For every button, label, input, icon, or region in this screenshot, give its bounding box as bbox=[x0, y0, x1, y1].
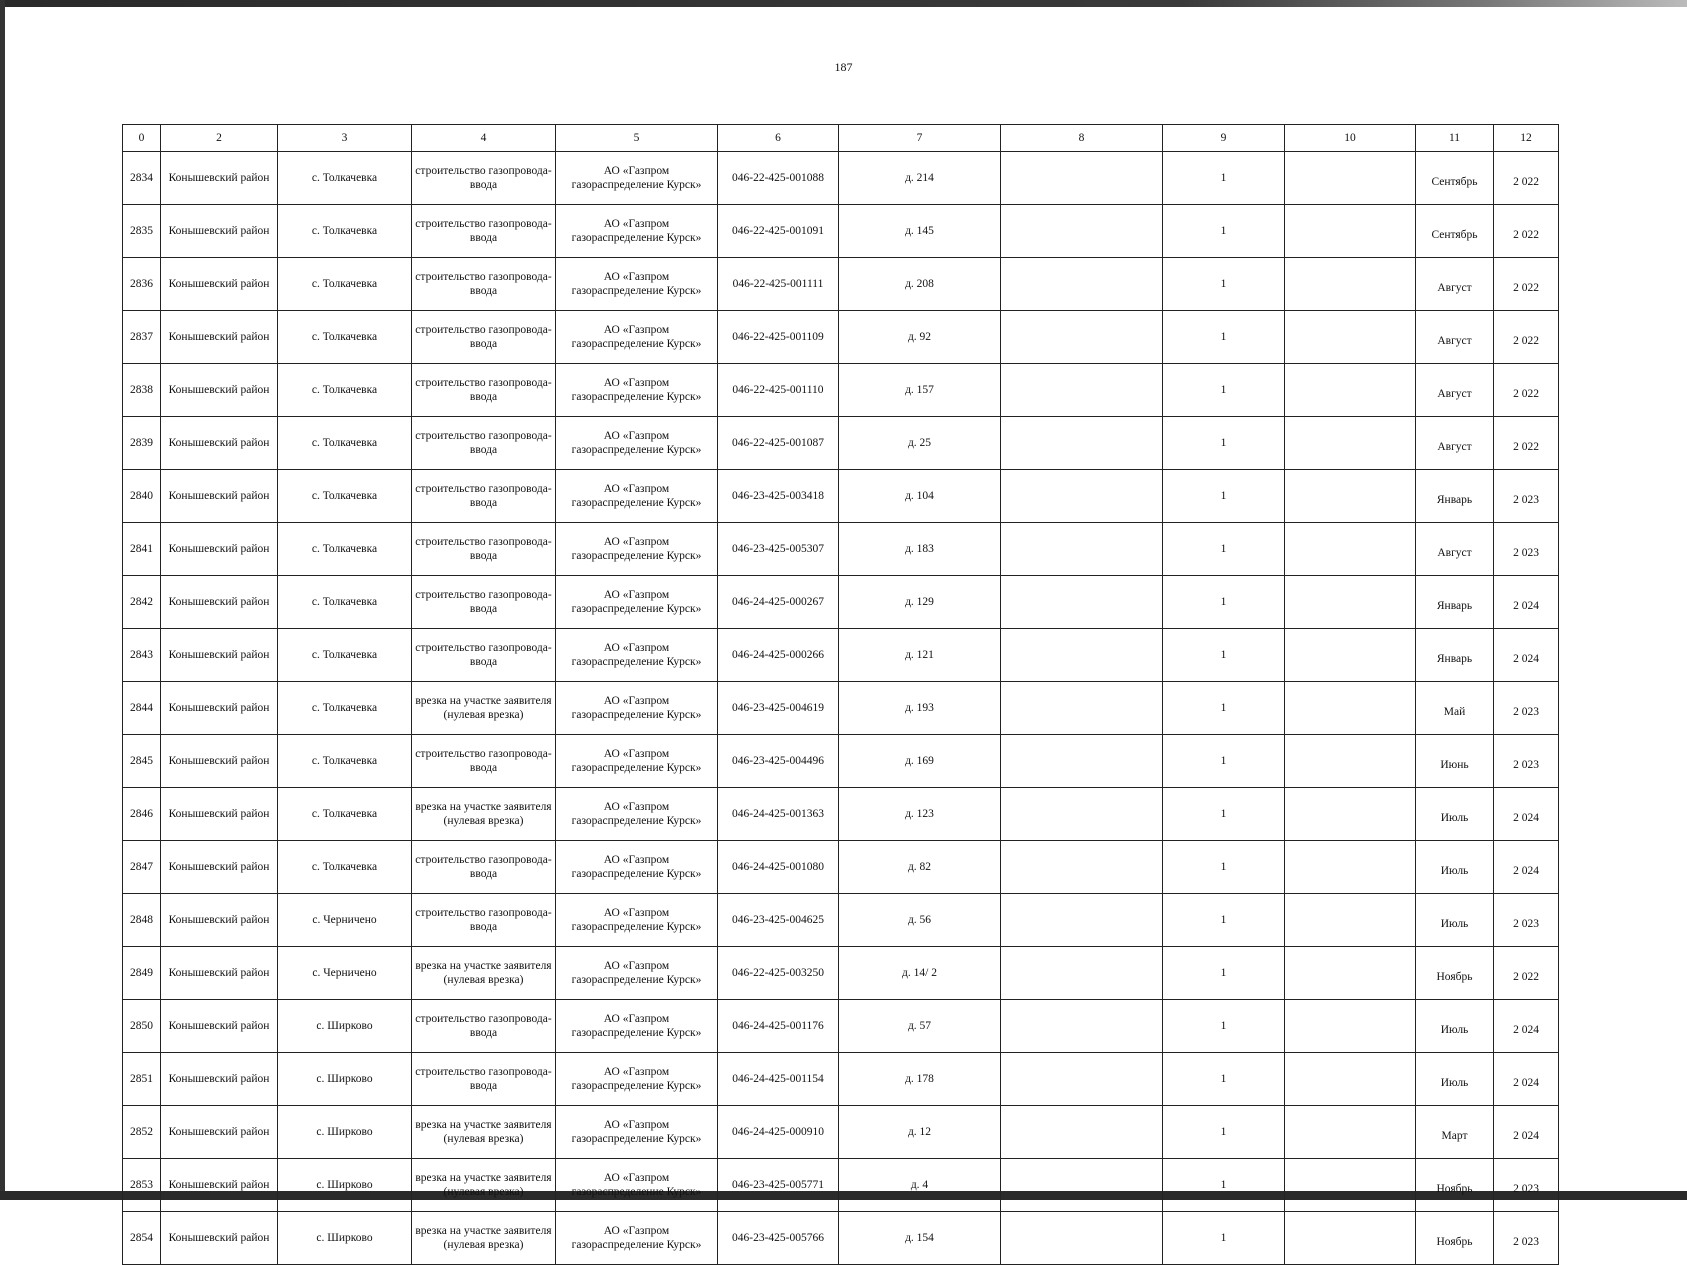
quantity-cell: 1 bbox=[1163, 311, 1285, 364]
col-header: 10 bbox=[1285, 125, 1416, 152]
row-number: 2851 bbox=[123, 1053, 161, 1106]
work-type-cell: врезка на участке заявителя (нулевая врезка) bbox=[412, 682, 556, 735]
row-number: 2838 bbox=[123, 364, 161, 417]
column-8-cell bbox=[1001, 205, 1163, 258]
work-type-cell: строительство газопровода-ввода bbox=[412, 364, 556, 417]
column-8-cell bbox=[1001, 788, 1163, 841]
house-cell: д. 56 bbox=[839, 894, 1001, 947]
organization-cell: АО «Газпром газораспределение Курск» bbox=[556, 523, 718, 576]
column-10-cell bbox=[1285, 205, 1416, 258]
row-number: 2854 bbox=[123, 1212, 161, 1265]
quantity-cell: 1 bbox=[1163, 1053, 1285, 1106]
house-cell: д. 82 bbox=[839, 841, 1001, 894]
month-cell: Июль bbox=[1416, 894, 1494, 947]
month-cell: Январь bbox=[1416, 629, 1494, 682]
col-header: 4 bbox=[412, 125, 556, 152]
house-cell: д. 145 bbox=[839, 205, 1001, 258]
work-type-cell: строительство газопровода-ввода bbox=[412, 1053, 556, 1106]
district-cell: Конышевский район bbox=[161, 470, 278, 523]
row-number: 2849 bbox=[123, 947, 161, 1000]
row-number: 2835 bbox=[123, 205, 161, 258]
month-cell: Август bbox=[1416, 258, 1494, 311]
code-cell: 046-22-425-001111 bbox=[718, 258, 839, 311]
code-cell: 046-22-425-001087 bbox=[718, 417, 839, 470]
code-cell: 046-24-425-001080 bbox=[718, 841, 839, 894]
house-cell: д. 193 bbox=[839, 682, 1001, 735]
year-cell: 2 023 bbox=[1494, 682, 1559, 735]
organization-cell: АО «Газпром газораспределение Курск» bbox=[556, 788, 718, 841]
organization-cell: АО «Газпром газораспределение Курск» bbox=[556, 417, 718, 470]
month-cell: Август bbox=[1416, 364, 1494, 417]
month-cell: Сентябрь bbox=[1416, 205, 1494, 258]
code-cell: 046-23-425-004619 bbox=[718, 682, 839, 735]
house-cell: д. 123 bbox=[839, 788, 1001, 841]
row-number: 2847 bbox=[123, 841, 161, 894]
district-cell: Конышевский район bbox=[161, 364, 278, 417]
month-cell: Август bbox=[1416, 417, 1494, 470]
organization-cell: АО «Газпром газораспределение Курск» bbox=[556, 311, 718, 364]
house-cell: д. 129 bbox=[839, 576, 1001, 629]
year-cell: 2 022 bbox=[1494, 311, 1559, 364]
organization-cell: АО «Газпром газораспределение Курск» bbox=[556, 1053, 718, 1106]
column-8-cell bbox=[1001, 1159, 1163, 1212]
header-row bbox=[123, 125, 1559, 152]
locality-cell: с. Толкачевка bbox=[278, 470, 412, 523]
col-header: 2 bbox=[161, 125, 278, 152]
row-number: 2839 bbox=[123, 417, 161, 470]
code-cell: 046-24-425-000910 bbox=[718, 1106, 839, 1159]
col-header: 7 bbox=[839, 125, 1001, 152]
row-number: 2842 bbox=[123, 576, 161, 629]
row-number: 2836 bbox=[123, 258, 161, 311]
page-number: 187 bbox=[834, 60, 853, 74]
district-cell: Конышевский район bbox=[161, 894, 278, 947]
code-cell: 046-23-425-005307 bbox=[718, 523, 839, 576]
year-cell: 2 022 bbox=[1494, 205, 1559, 258]
quantity-cell: 1 bbox=[1163, 841, 1285, 894]
district-cell: Конышевский район bbox=[161, 258, 278, 311]
year-cell: 2 023 bbox=[1494, 523, 1559, 576]
locality-cell: с. Толкачевка bbox=[278, 258, 412, 311]
locality-cell: с. Толкачевка bbox=[278, 629, 412, 682]
row-number: 2837 bbox=[123, 311, 161, 364]
work-type-cell: врезка на участке заявителя (нулевая врезка) bbox=[412, 1212, 556, 1265]
month-cell: Июль bbox=[1416, 841, 1494, 894]
organization-cell: АО «Газпром газораспределение Курск» bbox=[556, 258, 718, 311]
house-cell: д. 12 bbox=[839, 1106, 1001, 1159]
organization-cell: АО «Газпром газораспределение Курск» bbox=[556, 947, 718, 1000]
locality-cell: с. Толкачевка bbox=[278, 523, 412, 576]
locality-cell: с. Толкачевка bbox=[278, 735, 412, 788]
column-10-cell bbox=[1285, 682, 1416, 735]
locality-cell: с. Ширково bbox=[278, 1212, 412, 1265]
locality-cell: с. Ширково bbox=[278, 1159, 412, 1212]
column-8-cell bbox=[1001, 258, 1163, 311]
table-row bbox=[123, 1159, 1559, 1212]
district-cell: Конышевский район bbox=[161, 1053, 278, 1106]
locality-cell: с. Толкачевка bbox=[278, 311, 412, 364]
quantity-cell: 1 bbox=[1163, 629, 1285, 682]
house-cell: д. 57 bbox=[839, 1000, 1001, 1053]
work-type-cell: врезка на участке заявителя (нулевая врезка) bbox=[412, 788, 556, 841]
organization-cell: АО «Газпром газораспределение Курск» bbox=[556, 1212, 718, 1265]
year-cell: 2 022 bbox=[1494, 258, 1559, 311]
code-cell: 046-24-425-000267 bbox=[718, 576, 839, 629]
table-row bbox=[123, 258, 1559, 311]
month-cell: Ноябрь bbox=[1416, 1212, 1494, 1265]
year-cell: 2 023 bbox=[1494, 1212, 1559, 1265]
column-10-cell bbox=[1285, 470, 1416, 523]
year-cell: 2 024 bbox=[1494, 1106, 1559, 1159]
locality-cell: с. Ширково bbox=[278, 1106, 412, 1159]
column-10-cell bbox=[1285, 1053, 1416, 1106]
organization-cell: АО «Газпром газораспределение Курск» bbox=[556, 629, 718, 682]
table-row bbox=[123, 841, 1559, 894]
quantity-cell: 1 bbox=[1163, 364, 1285, 417]
column-8-cell bbox=[1001, 629, 1163, 682]
col-header: 5 bbox=[556, 125, 718, 152]
row-number: 2852 bbox=[123, 1106, 161, 1159]
table-row bbox=[123, 470, 1559, 523]
row-number: 2843 bbox=[123, 629, 161, 682]
work-type-cell: строительство газопровода-ввода bbox=[412, 311, 556, 364]
table-row bbox=[123, 152, 1559, 205]
quantity-cell: 1 bbox=[1163, 417, 1285, 470]
year-cell: 2 024 bbox=[1494, 788, 1559, 841]
column-8-cell bbox=[1001, 1000, 1163, 1053]
column-8-cell bbox=[1001, 417, 1163, 470]
column-8-cell bbox=[1001, 1106, 1163, 1159]
code-cell: 046-22-425-001088 bbox=[718, 152, 839, 205]
column-8-cell bbox=[1001, 894, 1163, 947]
organization-cell: АО «Газпром газораспределение Курск» bbox=[556, 205, 718, 258]
month-cell: Август bbox=[1416, 311, 1494, 364]
quantity-cell: 1 bbox=[1163, 576, 1285, 629]
column-8-cell bbox=[1001, 311, 1163, 364]
row-number: 2841 bbox=[123, 523, 161, 576]
column-8-cell bbox=[1001, 1212, 1163, 1265]
work-type-cell: строительство газопровода-ввода bbox=[412, 258, 556, 311]
table-row bbox=[123, 735, 1559, 788]
work-type-cell: врезка на участке заявителя (нулевая врезка) bbox=[412, 947, 556, 1000]
work-type-cell: строительство газопровода-ввода bbox=[412, 152, 556, 205]
year-cell: 2 024 bbox=[1494, 1053, 1559, 1106]
code-cell: 046-24-425-001176 bbox=[718, 1000, 839, 1053]
district-cell: Конышевский район bbox=[161, 1000, 278, 1053]
quantity-cell: 1 bbox=[1163, 258, 1285, 311]
year-cell: 2 022 bbox=[1494, 152, 1559, 205]
column-10-cell bbox=[1285, 1106, 1416, 1159]
year-cell: 2 024 bbox=[1494, 576, 1559, 629]
code-cell: 046-23-425-004625 bbox=[718, 894, 839, 947]
locality-cell: с. Толкачевка bbox=[278, 205, 412, 258]
quantity-cell: 1 bbox=[1163, 947, 1285, 1000]
column-10-cell bbox=[1285, 947, 1416, 1000]
column-10-cell bbox=[1285, 1000, 1416, 1053]
quantity-cell: 1 bbox=[1163, 894, 1285, 947]
year-cell: 2 023 bbox=[1494, 1159, 1559, 1212]
code-cell: 046-22-425-001109 bbox=[718, 311, 839, 364]
code-cell: 046-24-425-001363 bbox=[718, 788, 839, 841]
column-8-cell bbox=[1001, 947, 1163, 1000]
district-cell: Конышевский район bbox=[161, 1106, 278, 1159]
district-cell: Конышевский район bbox=[161, 576, 278, 629]
row-number: 2853 bbox=[123, 1159, 161, 1212]
col-header: 6 bbox=[718, 125, 839, 152]
col-header: 9 bbox=[1163, 125, 1285, 152]
column-10-cell bbox=[1285, 1212, 1416, 1265]
quantity-cell: 1 bbox=[1163, 682, 1285, 735]
year-cell: 2 024 bbox=[1494, 841, 1559, 894]
scan-border-top bbox=[0, 0, 1687, 7]
organization-cell: АО «Газпром газораспределение Курск» bbox=[556, 576, 718, 629]
work-type-cell: строительство газопровода-ввода bbox=[412, 576, 556, 629]
district-cell: Конышевский район bbox=[161, 735, 278, 788]
column-8-cell bbox=[1001, 735, 1163, 788]
column-10-cell bbox=[1285, 735, 1416, 788]
column-10-cell bbox=[1285, 364, 1416, 417]
house-cell: д. 92 bbox=[839, 311, 1001, 364]
code-cell: 046-22-425-001110 bbox=[718, 364, 839, 417]
district-cell: Конышевский район bbox=[161, 629, 278, 682]
row-number: 2846 bbox=[123, 788, 161, 841]
locality-cell: с. Толкачевка bbox=[278, 364, 412, 417]
house-cell: д. 154 bbox=[839, 1212, 1001, 1265]
column-8-cell bbox=[1001, 470, 1163, 523]
col-header: 3 bbox=[278, 125, 412, 152]
code-cell: 046-22-425-001091 bbox=[718, 205, 839, 258]
locality-cell: с. Черничено bbox=[278, 894, 412, 947]
column-10-cell bbox=[1285, 788, 1416, 841]
row-number: 2840 bbox=[123, 470, 161, 523]
district-cell: Конышевский район bbox=[161, 205, 278, 258]
district-cell: Конышевский район bbox=[161, 682, 278, 735]
organization-cell: АО «Газпром газораспределение Курск» bbox=[556, 364, 718, 417]
quantity-cell: 1 bbox=[1163, 1212, 1285, 1265]
quantity-cell: 1 bbox=[1163, 788, 1285, 841]
month-cell: Май bbox=[1416, 682, 1494, 735]
code-cell: 046-24-425-001154 bbox=[718, 1053, 839, 1106]
quantity-cell: 1 bbox=[1163, 1106, 1285, 1159]
row-number: 2845 bbox=[123, 735, 161, 788]
year-cell: 2 023 bbox=[1494, 735, 1559, 788]
month-cell: Июль bbox=[1416, 1053, 1494, 1106]
month-cell: Июнь bbox=[1416, 735, 1494, 788]
col-header: 11 bbox=[1416, 125, 1494, 152]
month-cell: Март bbox=[1416, 1106, 1494, 1159]
work-type-cell: строительство газопровода-ввода bbox=[412, 470, 556, 523]
district-cell: Конышевский район bbox=[161, 523, 278, 576]
house-cell: д. 169 bbox=[839, 735, 1001, 788]
column-10-cell bbox=[1285, 894, 1416, 947]
year-cell: 2 022 bbox=[1494, 417, 1559, 470]
column-8-cell bbox=[1001, 576, 1163, 629]
table-row bbox=[123, 576, 1559, 629]
organization-cell: АО «Газпром газораспределение Курск» bbox=[556, 841, 718, 894]
district-cell: Конышевский район bbox=[161, 841, 278, 894]
work-type-cell: строительство газопровода-ввода bbox=[412, 841, 556, 894]
column-10-cell bbox=[1285, 311, 1416, 364]
locality-cell: с. Толкачевка bbox=[278, 417, 412, 470]
col-header: 8 bbox=[1001, 125, 1163, 152]
table-row bbox=[123, 205, 1559, 258]
house-cell: д. 183 bbox=[839, 523, 1001, 576]
organization-cell: АО «Газпром газораспределение Курск» bbox=[556, 735, 718, 788]
work-type-cell: строительство газопровода-ввода bbox=[412, 205, 556, 258]
house-cell: д. 4 bbox=[839, 1159, 1001, 1212]
work-type-cell: строительство газопровода-ввода bbox=[412, 735, 556, 788]
year-cell: 2 023 bbox=[1494, 470, 1559, 523]
table-row bbox=[123, 894, 1559, 947]
house-cell: д. 214 bbox=[839, 152, 1001, 205]
column-10-cell bbox=[1285, 258, 1416, 311]
year-cell: 2 022 bbox=[1494, 364, 1559, 417]
column-8-cell bbox=[1001, 841, 1163, 894]
house-cell: д. 25 bbox=[839, 417, 1001, 470]
month-cell: Ноябрь bbox=[1416, 947, 1494, 1000]
quantity-cell: 1 bbox=[1163, 1159, 1285, 1212]
district-cell: Конышевский район bbox=[161, 311, 278, 364]
table-row bbox=[123, 682, 1559, 735]
work-type-cell: строительство газопровода-ввода bbox=[412, 1000, 556, 1053]
code-cell: 046-22-425-003250 bbox=[718, 947, 839, 1000]
locality-cell: с. Толкачевка bbox=[278, 841, 412, 894]
house-cell: д. 14/ 2 bbox=[839, 947, 1001, 1000]
district-cell: Конышевский район bbox=[161, 1212, 278, 1265]
table-row bbox=[123, 1106, 1559, 1159]
organization-cell: АО «Газпром газораспределение Курск» bbox=[556, 470, 718, 523]
year-cell: 2 024 bbox=[1494, 1000, 1559, 1053]
locality-cell: с. Ширково bbox=[278, 1053, 412, 1106]
month-cell: Январь bbox=[1416, 576, 1494, 629]
column-8-cell bbox=[1001, 364, 1163, 417]
quantity-cell: 1 bbox=[1163, 470, 1285, 523]
data-table bbox=[122, 124, 1559, 1265]
district-cell: Конышевский район bbox=[161, 417, 278, 470]
column-8-cell bbox=[1001, 1053, 1163, 1106]
code-cell: 046-23-425-003418 bbox=[718, 470, 839, 523]
month-cell: Август bbox=[1416, 523, 1494, 576]
work-type-cell: строительство газопровода-ввода bbox=[412, 523, 556, 576]
month-cell: Сентябрь bbox=[1416, 152, 1494, 205]
work-type-cell: строительство газопровода-ввода bbox=[412, 894, 556, 947]
column-10-cell bbox=[1285, 152, 1416, 205]
house-cell: д. 121 bbox=[839, 629, 1001, 682]
work-type-cell: врезка на участке заявителя (нулевая врезка) bbox=[412, 1159, 556, 1212]
locality-cell: с. Ширково bbox=[278, 1000, 412, 1053]
month-cell: Июль bbox=[1416, 788, 1494, 841]
table-body bbox=[123, 152, 1559, 1265]
work-type-cell: строительство газопровода-ввода bbox=[412, 629, 556, 682]
house-cell: д. 157 bbox=[839, 364, 1001, 417]
table-row bbox=[123, 523, 1559, 576]
row-number: 2850 bbox=[123, 1000, 161, 1053]
locality-cell: с. Толкачевка bbox=[278, 788, 412, 841]
month-cell: Июль bbox=[1416, 1000, 1494, 1053]
col-header: 12 bbox=[1494, 125, 1559, 152]
code-cell: 046-23-425-005766 bbox=[718, 1212, 839, 1265]
column-8-cell bbox=[1001, 152, 1163, 205]
col-header: 0 bbox=[123, 125, 161, 152]
locality-cell: с. Черничено bbox=[278, 947, 412, 1000]
month-cell: Ноябрь bbox=[1416, 1159, 1494, 1212]
organization-cell: АО «Газпром газораспределение Курск» bbox=[556, 152, 718, 205]
table-row bbox=[123, 1212, 1559, 1265]
district-cell: Конышевский район bbox=[161, 152, 278, 205]
column-8-cell bbox=[1001, 523, 1163, 576]
organization-cell: АО «Газпром газораспределение Курск» bbox=[556, 1000, 718, 1053]
column-10-cell bbox=[1285, 841, 1416, 894]
district-cell: Конышевский район bbox=[161, 1159, 278, 1212]
column-10-cell bbox=[1285, 576, 1416, 629]
table-row bbox=[123, 1053, 1559, 1106]
row-number: 2844 bbox=[123, 682, 161, 735]
quantity-cell: 1 bbox=[1163, 523, 1285, 576]
table-row bbox=[123, 629, 1559, 682]
organization-cell: АО «Газпром газораспределение Курск» bbox=[556, 1159, 718, 1212]
column-10-cell bbox=[1285, 1159, 1416, 1212]
locality-cell: с. Толкачевка bbox=[278, 682, 412, 735]
scan-border-left bbox=[0, 0, 5, 1200]
organization-cell: АО «Газпром газораспределение Курск» bbox=[556, 682, 718, 735]
locality-cell: с. Толкачевка bbox=[278, 576, 412, 629]
column-10-cell bbox=[1285, 417, 1416, 470]
table-row bbox=[123, 311, 1559, 364]
quantity-cell: 1 bbox=[1163, 152, 1285, 205]
house-cell: д. 104 bbox=[839, 470, 1001, 523]
table-row bbox=[123, 364, 1559, 417]
code-cell: 046-23-425-005771 bbox=[718, 1159, 839, 1212]
district-cell: Конышевский район bbox=[161, 947, 278, 1000]
code-cell: 046-23-425-004496 bbox=[718, 735, 839, 788]
work-type-cell: врезка на участке заявителя (нулевая врезка) bbox=[412, 1106, 556, 1159]
quantity-cell: 1 bbox=[1163, 1000, 1285, 1053]
row-number: 2834 bbox=[123, 152, 161, 205]
table-row bbox=[123, 788, 1559, 841]
year-cell: 2 022 bbox=[1494, 947, 1559, 1000]
locality-cell: с. Толкачевка bbox=[278, 152, 412, 205]
column-10-cell bbox=[1285, 523, 1416, 576]
month-cell: Январь bbox=[1416, 470, 1494, 523]
row-number: 2848 bbox=[123, 894, 161, 947]
column-10-cell bbox=[1285, 629, 1416, 682]
organization-cell: АО «Газпром газораспределение Курск» bbox=[556, 894, 718, 947]
code-cell: 046-24-425-000266 bbox=[718, 629, 839, 682]
quantity-cell: 1 bbox=[1163, 735, 1285, 788]
organization-cell: АО «Газпром газораспределение Курск» bbox=[556, 1106, 718, 1159]
work-type-cell: строительство газопровода-ввода bbox=[412, 417, 556, 470]
table-row bbox=[123, 1000, 1559, 1053]
district-cell: Конышевский район bbox=[161, 788, 278, 841]
column-8-cell bbox=[1001, 682, 1163, 735]
house-cell: д. 208 bbox=[839, 258, 1001, 311]
quantity-cell: 1 bbox=[1163, 205, 1285, 258]
house-cell: д. 178 bbox=[839, 1053, 1001, 1106]
table-container bbox=[122, 124, 1558, 1265]
table-row bbox=[123, 947, 1559, 1000]
year-cell: 2 024 bbox=[1494, 629, 1559, 682]
table-row bbox=[123, 417, 1559, 470]
year-cell: 2 023 bbox=[1494, 894, 1559, 947]
